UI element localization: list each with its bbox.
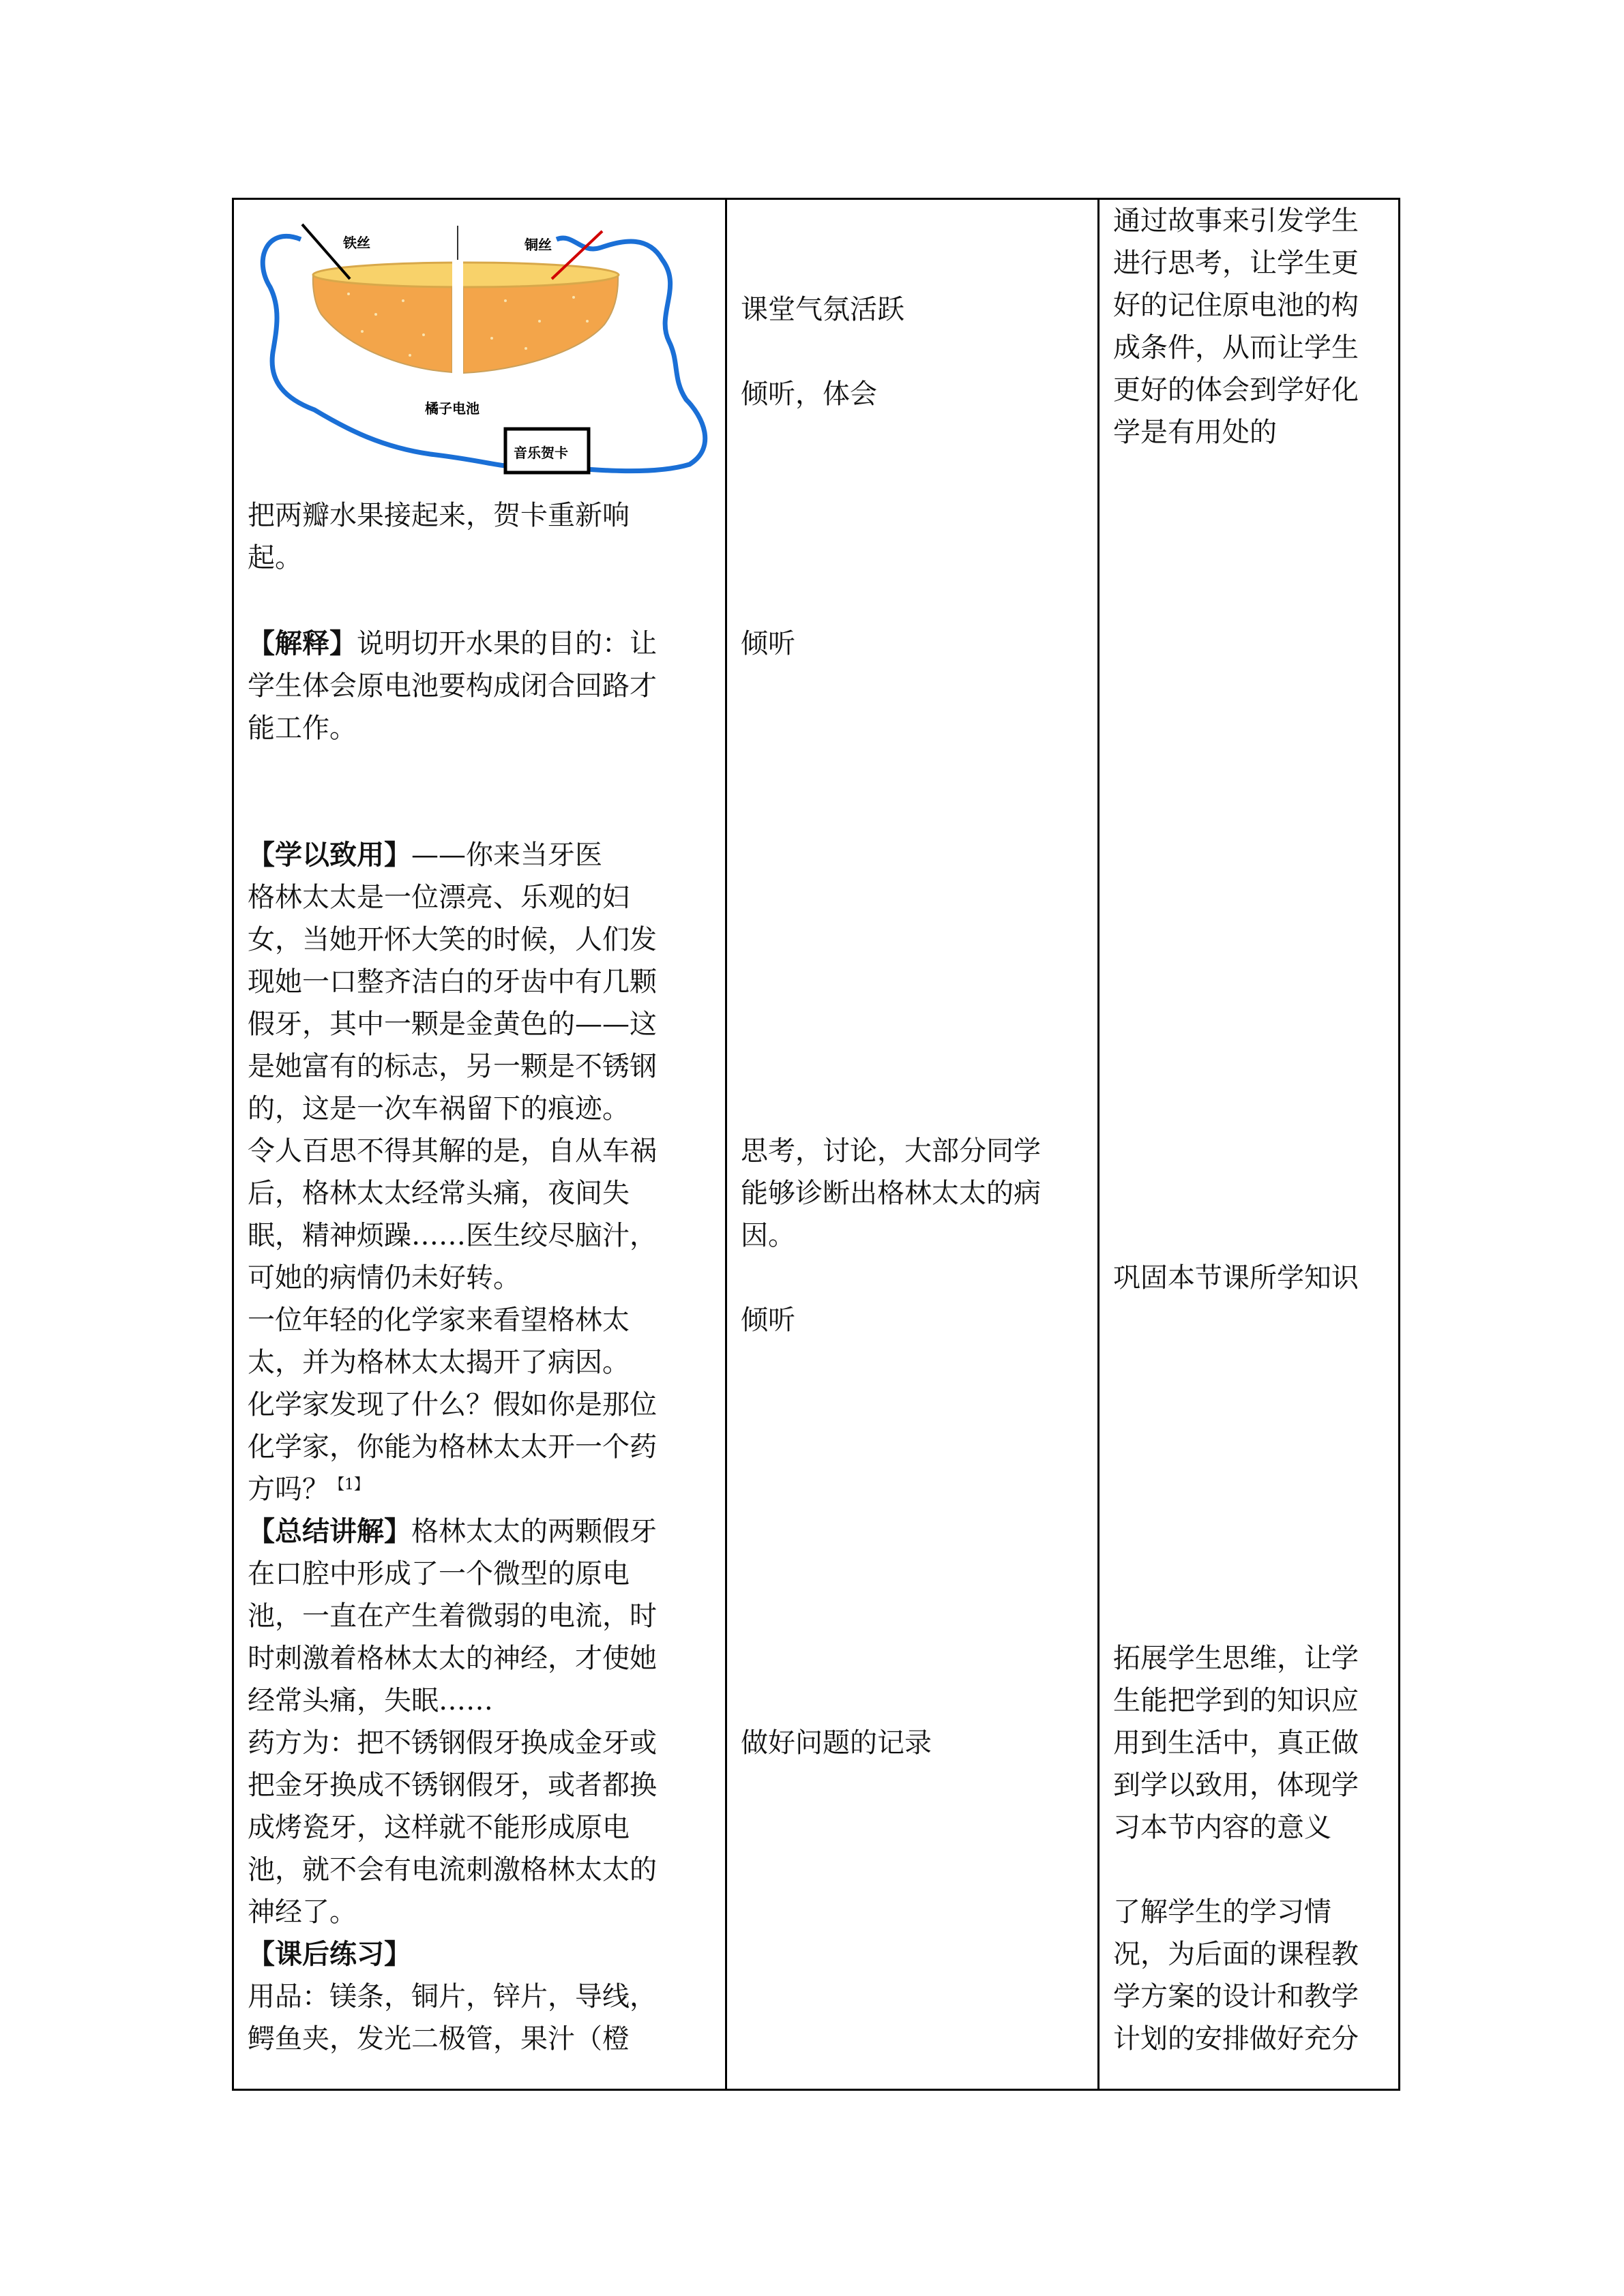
summary-line [248, 1510, 657, 1553]
homework-tag: 【课后练习】 [248, 1939, 411, 1970]
apply-heading [248, 834, 602, 876]
text-line: 经常头痛，失眠…… [248, 1685, 493, 1716]
text-span: 格林太太的两颗假牙 [411, 1516, 657, 1547]
text-line: 巩固本节课所学知识 [1113, 1262, 1359, 1294]
text-line [248, 1468, 369, 1510]
text-line: 思考，讨论，大部分同学 [741, 1135, 1041, 1167]
text-line: 课堂气氛活跃 [741, 294, 904, 325]
text-line: 倾听，体会 [741, 378, 877, 410]
text-span: ——你来当牙医 [411, 839, 602, 871]
text-line: 倾听 [741, 628, 795, 659]
lesson-table [232, 198, 1400, 2091]
text-line: 计划的安排做好充分 [1113, 2023, 1359, 2055]
svg-text:铜丝: 铜丝 [525, 237, 552, 253]
text-line: 因。 [741, 1220, 795, 1251]
text-line: 神经了。 [248, 1896, 357, 1928]
text-line: 用品：镁条，铜片，锌片，导线， [248, 1981, 657, 2012]
orange-battery-diagram [246, 212, 717, 485]
text-line: 了解学生的学习情 [1113, 1896, 1331, 1928]
text-line: 更好的体会到学好化 [1113, 374, 1359, 406]
text-line: 在口腔中形成了一个微型的原电 [248, 1558, 630, 1590]
text-line: 格林太太是一位漂亮、乐观的妇 [248, 882, 630, 913]
text-line: 时刺激着格林太太的神经，才使她 [248, 1643, 657, 1674]
svg-text:橘子电池: 橘子电池 [425, 400, 479, 417]
text-line: 太，并为格林太太揭开了病因。 [248, 1347, 630, 1378]
apply-tag: 【学以致用】 [248, 839, 411, 871]
text-line: 生能把学到的知识应 [1113, 1685, 1359, 1716]
text-line: 通过故事来引发学生 [1113, 205, 1359, 237]
text-line: 学生体会原电池要构成闭合回路才 [248, 670, 657, 702]
text-line: 鳄鱼夹，发光二极管，果汁（橙 [248, 2023, 630, 2055]
explain-line [248, 623, 657, 665]
text-line: 用到生活中，真正做 [1113, 1727, 1359, 1759]
text-line: 池，一直在产生着微弱的电流，时 [248, 1600, 657, 1632]
text-line: 可她的病情仍未好转。 [248, 1262, 520, 1294]
text-line: 把两瓣水果接起来，贺卡重新响 [248, 500, 630, 531]
text-span: 说明切开水果的目的：让 [357, 628, 657, 659]
text-line: 好的记住原电池的构 [1113, 290, 1359, 321]
student-activity-column [727, 200, 1097, 2089]
text-line: 假牙，其中一颗是金黄色的——这 [248, 1009, 657, 1040]
text-line: 倾听 [741, 1304, 795, 1336]
text-line: 令人百思不得其解的是，自从车祸 [248, 1135, 657, 1167]
text-line: 能够诊断出格林太太的病 [741, 1178, 1041, 1209]
teacher-activity-column [234, 200, 725, 2089]
text-line: 后，格林太太经常头痛，夜间失 [248, 1178, 630, 1209]
svg-text:铁丝: 铁丝 [343, 235, 370, 251]
text-line: 学方案的设计和教学 [1113, 1981, 1359, 2012]
text-line: 学是有用处的 [1113, 417, 1277, 448]
text-line: 一位年轻的化学家来看望格林太 [248, 1304, 630, 1336]
text-line: 池，就不会有电流刺激格林太太的 [248, 1854, 657, 1885]
svg-text:音乐贺卡: 音乐贺卡 [514, 445, 568, 461]
text-line: 的，这是一次车祸留下的痕迹。 [248, 1093, 630, 1124]
text-line: 况，为后面的课程教 [1113, 1939, 1359, 1970]
text-line: 把金牙换成不锈钢假牙，或者都换 [248, 1770, 657, 1801]
text-line: 现她一口整齐洁白的牙齿中有几颗 [248, 966, 657, 998]
text-line: 习本节内容的意义 [1113, 1812, 1331, 1843]
text-line: 到学以致用，体现学 [1113, 1770, 1359, 1801]
text-line: 做好问题的记录 [741, 1727, 932, 1759]
text-line: 化学家，你能为格林太太开一个药 [248, 1431, 657, 1463]
summary-tag: 【总结讲解】 [248, 1516, 411, 1547]
explain-tag: 【解释】 [248, 628, 357, 659]
text-line: 能工作。 [248, 713, 357, 744]
text-line: 成条件，从而让学生 [1113, 332, 1359, 363]
footnote-ref: 【1】 [329, 1476, 369, 1493]
text-line: 眠，精神烦躁……医生绞尽脑汁， [248, 1220, 657, 1251]
text-line: 药方为：把不锈钢假牙换成金牙或 [248, 1727, 657, 1759]
text-line: 女，当她开怀大笑的时候，人们发 [248, 924, 657, 955]
text-line: 化学家发现了什么？假如你是那位 [248, 1389, 657, 1420]
text-line: 进行思考，让学生更 [1113, 248, 1359, 279]
text-span: 方吗？ [248, 1474, 329, 1505]
text-line: 起。 [248, 542, 302, 573]
text-line: 是她富有的标志，另一颗是不锈钢 [248, 1051, 657, 1082]
design-intent-column [1099, 200, 1402, 2089]
text-line: 成烤瓷牙，这样就不能形成原电 [248, 1812, 630, 1843]
text-line: 拓展学生思维，让学 [1113, 1643, 1359, 1674]
